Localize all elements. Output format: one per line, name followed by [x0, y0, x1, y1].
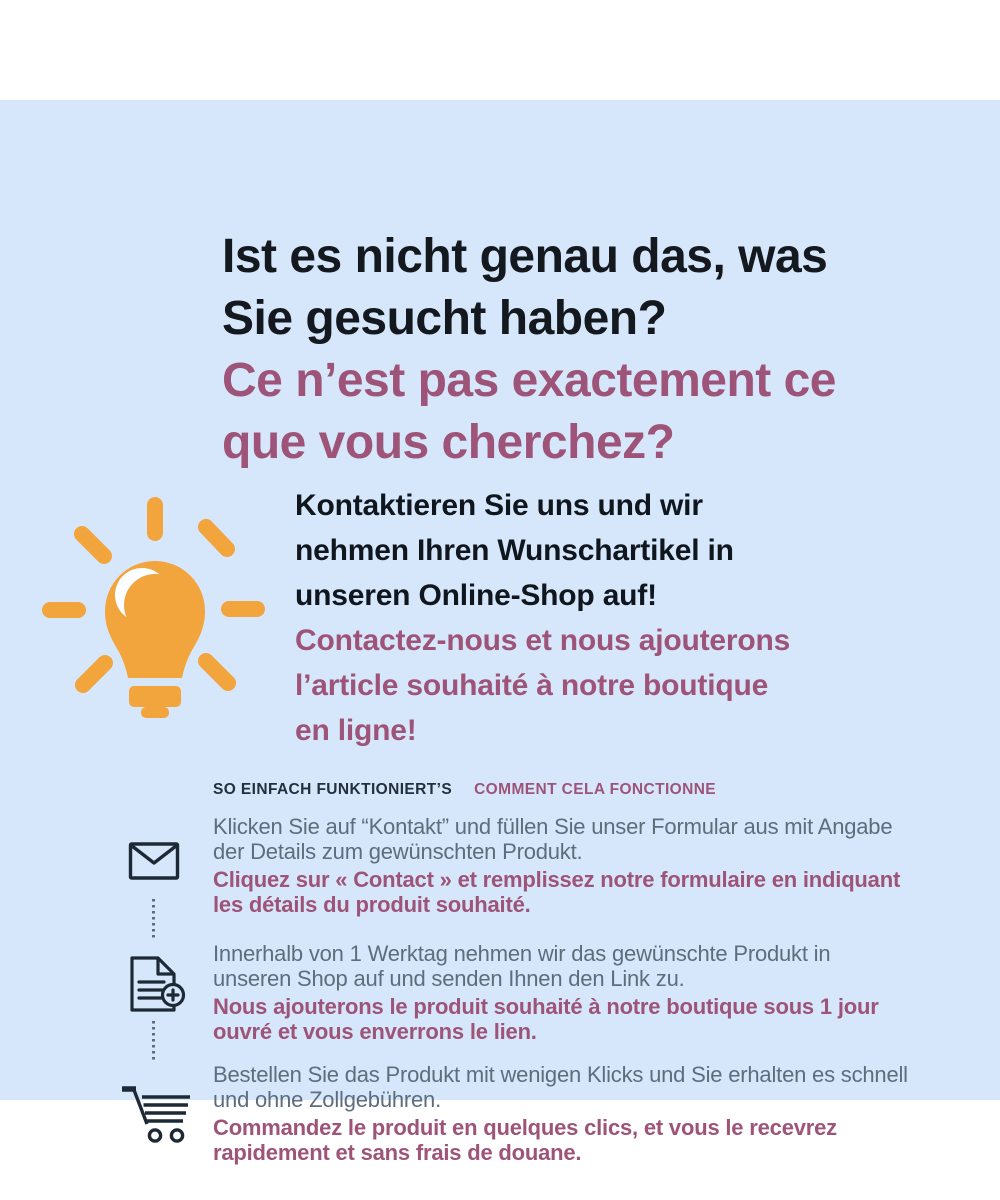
step-3-de-line-1: Bestellen Sie das Produkt mit wenigen Klicks und Sie erhalten es schnell — [213, 1062, 908, 1087]
intro-fr-line-3: en ligne! — [295, 714, 417, 747]
step-3-fr-line-1: Commandez le produit en quelques clics, et vous le recevrez — [213, 1115, 837, 1140]
label-comment-cela: COMMENT CELA FONCTIONNE — [474, 781, 717, 798]
cart-icon — [118, 1083, 194, 1150]
document-add-icon — [126, 954, 190, 1021]
step-2-de-line-2: unseren Shop auf und senden Ihnen den Link zu. — [213, 966, 685, 991]
step-1-text — [213, 814, 900, 917]
how-it-works-labels — [213, 781, 716, 799]
envelope-icon — [128, 841, 180, 886]
intro-de-line-1: Kontaktieren Sie uns und wir — [295, 489, 703, 522]
step-1-fr-line-2: les détails du produit souhaité. — [213, 892, 531, 917]
intro-fr-line-1: Contactez-nous et nous ajouterons — [295, 624, 791, 657]
step-1-de-line-1: Klicken Sie auf “Kontakt” und füllen Sie unser Formular aus mit Angabe — [213, 814, 893, 839]
step-3-text — [213, 1062, 908, 1165]
infographic-panel — [0, 100, 1000, 1165]
step-2-text — [213, 941, 879, 1044]
main-heading — [222, 226, 836, 474]
step-3-fr-line-2: rapidement et sans frais de douane. — [213, 1140, 582, 1165]
intro-de-line-3: unseren Online-Shop auf! — [295, 579, 657, 612]
intro-paragraph — [295, 483, 790, 753]
intro-fr-line-2: l’article souhaité à notre boutique — [295, 669, 769, 702]
dotted-connector — [152, 1021, 155, 1063]
heading-fr-line-1: Ce n’est pas exactement ce — [222, 354, 836, 407]
step-2-fr-line-1: Nous ajouterons le produit souhaité à notre boutique sous 1 jour — [213, 994, 879, 1019]
heading-de-line-1: Ist es nicht genau das, was — [222, 230, 828, 283]
heading-de-line-2: Sie gesucht haben? — [222, 292, 667, 345]
dotted-connector — [152, 899, 155, 941]
step-3-de-line-2: und ohne Zollgebühren. — [213, 1087, 442, 1112]
intro-de-line-2: nehmen Ihren Wunschartikel in — [295, 534, 734, 567]
step-1-de-line-2: der Details zum gewünschten Produkt. — [213, 839, 583, 864]
label-so-einfach: SO EINFACH FUNKTIONIERT’S — [213, 781, 453, 798]
step-2-fr-line-2: ouvré et vous enverrons le lien. — [213, 1019, 537, 1044]
step-1-fr-line-1: Cliquez sur « Contact » et remplissez notre formulaire en indiquant — [213, 867, 901, 892]
lightbulb-icon — [38, 493, 266, 725]
heading-fr-line-2: que vous cherchez? — [222, 416, 675, 469]
step-2-de-line-1: Innerhalb von 1 Werktag nehmen wir das gewünschte Produkt in — [213, 941, 831, 966]
